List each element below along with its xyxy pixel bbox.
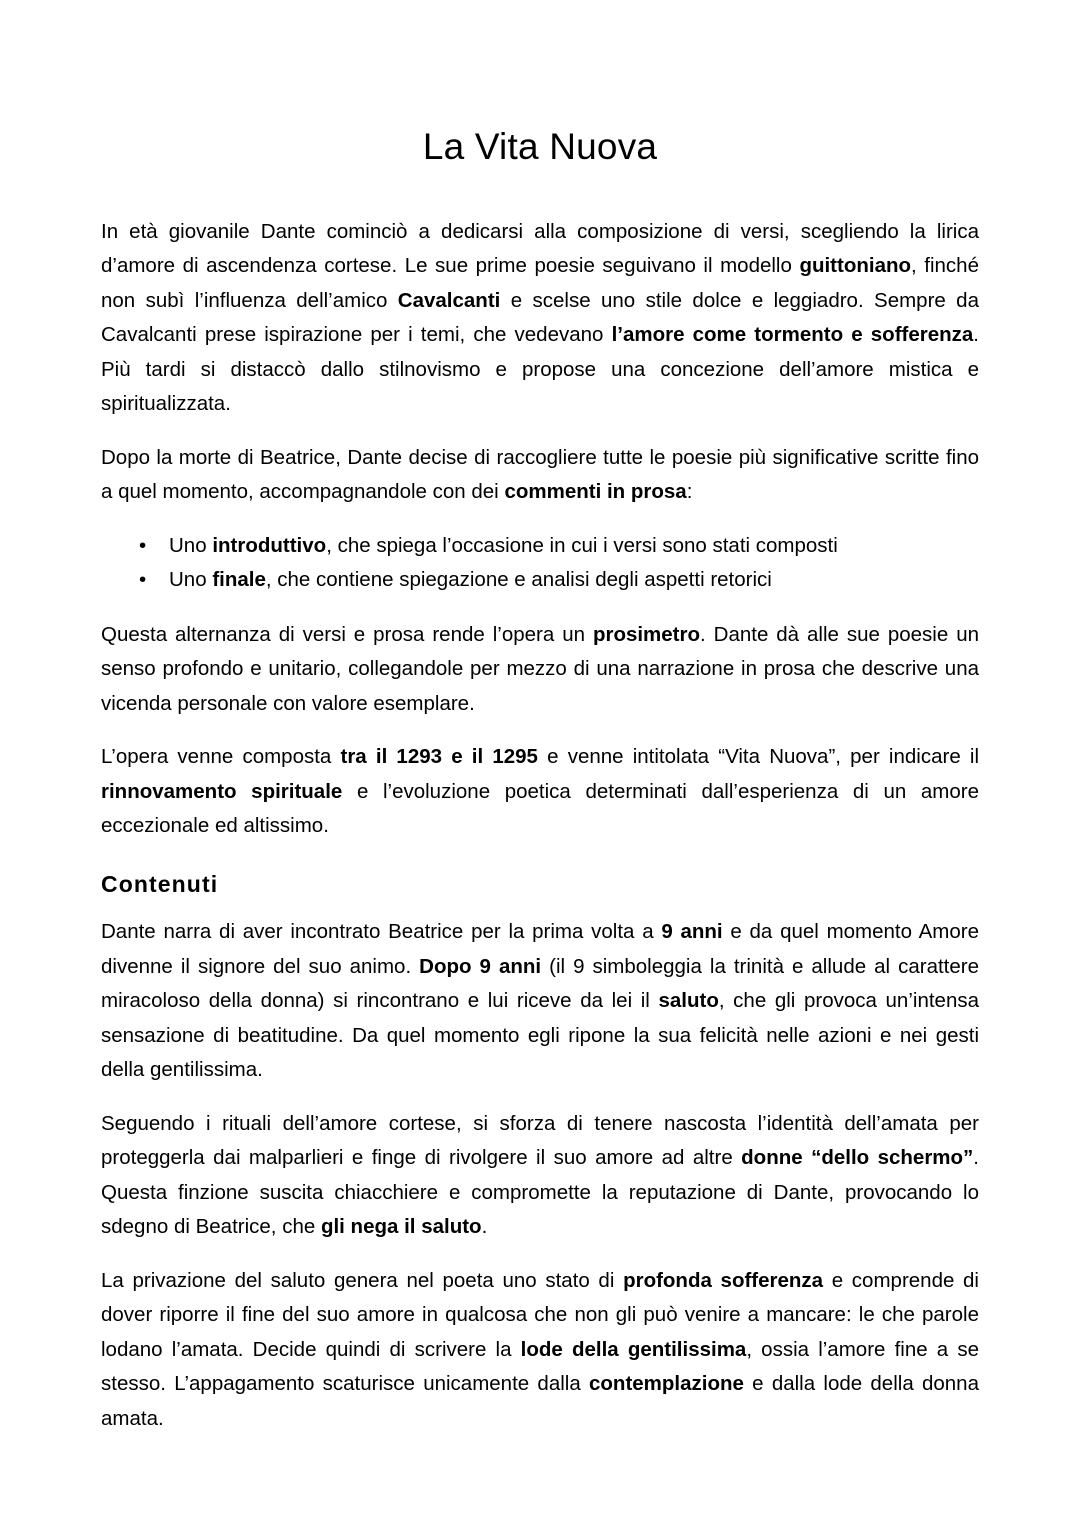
body-text: e comprende di dover riporre il fine del suo amore in qualcosa che non gli può venire a mancare: le che parole lodano l’amata. Decide quindi di scrivere la xyxy=(101,1268,979,1361)
commenti-bullet-list xyxy=(101,529,979,598)
paragraph-prosimetro xyxy=(101,618,979,722)
emphasis-text: tra il 1293 e il 1295 xyxy=(340,745,538,769)
body-text: , finché non subì l’influenza dell’amico xyxy=(101,254,979,312)
body-text: . Più tardi si distaccò dallo stilnovismo e propose una concezione dell’amore mistica e spiritualizzata. xyxy=(101,323,979,416)
emphasis-text: donne “dello schermo” xyxy=(741,1146,974,1170)
emphasis-text: commenti in prosa xyxy=(504,480,687,504)
emphasis-text: guittoniano xyxy=(799,254,912,278)
body-text: e dalla lode della donna amata. xyxy=(101,1372,979,1430)
list-item xyxy=(101,563,979,598)
page-title: La Vita Nuova xyxy=(422,126,658,167)
body-text: e da quel momento Amore divenne il signore del suo animo. xyxy=(101,920,980,978)
bullet-icon: • xyxy=(139,568,147,592)
emphasis-text: profonda sofferenza xyxy=(623,1268,824,1292)
emphasis-text: rinnovamento spirituale xyxy=(101,779,343,803)
emphasis-text: introduttivo xyxy=(212,533,327,557)
body-text: , che gli provoca un’intensa sensazione di beatitudine. Da quel momento egli ripone la sua felicità nelle azioni e nei gesti della gentilissima. xyxy=(101,989,979,1082)
body-text: Dante narra di aver incontrato Beatrice per la prima volta a xyxy=(101,920,662,944)
body-text: Uno xyxy=(169,568,213,592)
emphasis-text: lode della gentilissima xyxy=(520,1337,747,1361)
body-text: , ossia l’amore fine a se stesso. L’appagamento scaturisce unicamente dalla xyxy=(101,1337,979,1396)
emphasis-text: gli nega il saluto xyxy=(320,1215,482,1239)
body-text: e venne intitolata “Vita Nuova”, per indicare il xyxy=(537,745,980,769)
paragraph-incontro xyxy=(101,915,979,1088)
emphasis-text: finale xyxy=(212,568,266,592)
body-text: . Dante dà alle sue poesie un senso profondo e unitario, collegandole per mezzo di una narrazione in prosa che descrive una vicenda personale con valore esemplare. xyxy=(101,622,979,715)
body-text: L’opera venne composta xyxy=(101,745,341,769)
body-text: In età giovanile Dante cominciò a dedicarsi alla composizione di versi, scegliendo la lirica d’amore di ascendenza cortese. Le sue prime poesie seguivano il modello xyxy=(101,219,979,278)
body-text: Uno xyxy=(169,533,213,557)
document-body xyxy=(101,169,979,1437)
body-text: . xyxy=(481,1215,488,1239)
paragraph-lode xyxy=(101,1264,979,1437)
body-text: Seguendo i rituali dell’amore cortese, si sforza di tenere nascosta l’identità dell’amata per proteggerla dai malparlieri e finge di rivolgere il suo amore ad altre xyxy=(101,1111,979,1170)
body-text: , che spiega l’occasione in cui i versi sono stati composti xyxy=(326,533,838,557)
body-text: , che contiene spiegazione e analisi degli aspetti retorici xyxy=(265,568,772,592)
list-item xyxy=(101,529,979,564)
paragraph-commenti xyxy=(101,441,979,510)
emphasis-text: l’amore come tormento e sofferenza xyxy=(611,323,974,347)
emphasis-text: Cavalcanti xyxy=(397,288,501,312)
body-text: La privazione del saluto genera nel poeta uno stato di xyxy=(101,1268,624,1292)
body-text: e scelse uno stile dolce e leggiadro. Sempre da Cavalcanti prese ispirazione per i temi, che vedevano xyxy=(101,288,979,347)
body-text: Dopo la morte di Beatrice, Dante decise di raccogliere tutte le poesie più significative scritte fino a quel momento, accompagnandole con dei xyxy=(101,445,979,504)
paragraph-composizione xyxy=(101,740,979,844)
body-text: . Questa finzione suscita chiacchiere e compromette la reputazione di Dante, provocando lo sdegno di Beatrice, che xyxy=(101,1146,979,1239)
emphasis-text: saluto xyxy=(658,989,719,1013)
body-text: (il 9 simboleggia la trinità e allude al carattere miracoloso della donna) si rincontrano e lui riceve da lei il xyxy=(101,954,979,1013)
body-text: e l’evoluzione poetica determinati dall’esperienza di un amore eccezionale ed altissimo. xyxy=(101,779,979,838)
paragraph-intro xyxy=(101,215,979,422)
body-text: : xyxy=(686,480,693,504)
emphasis-text: 9 anni xyxy=(661,920,723,944)
section-heading-contenuti: Contenuti xyxy=(101,870,219,897)
emphasis-text: prosimetro xyxy=(592,622,701,646)
emphasis-text: contemplazione xyxy=(589,1372,744,1396)
emphasis-text: Dopo 9 anni xyxy=(419,954,542,978)
paragraph-donne-schermo xyxy=(101,1107,979,1245)
bullet-icon: • xyxy=(139,533,147,557)
body-text: Questa alternanza di versi e prosa rende l’opera un xyxy=(101,622,593,646)
